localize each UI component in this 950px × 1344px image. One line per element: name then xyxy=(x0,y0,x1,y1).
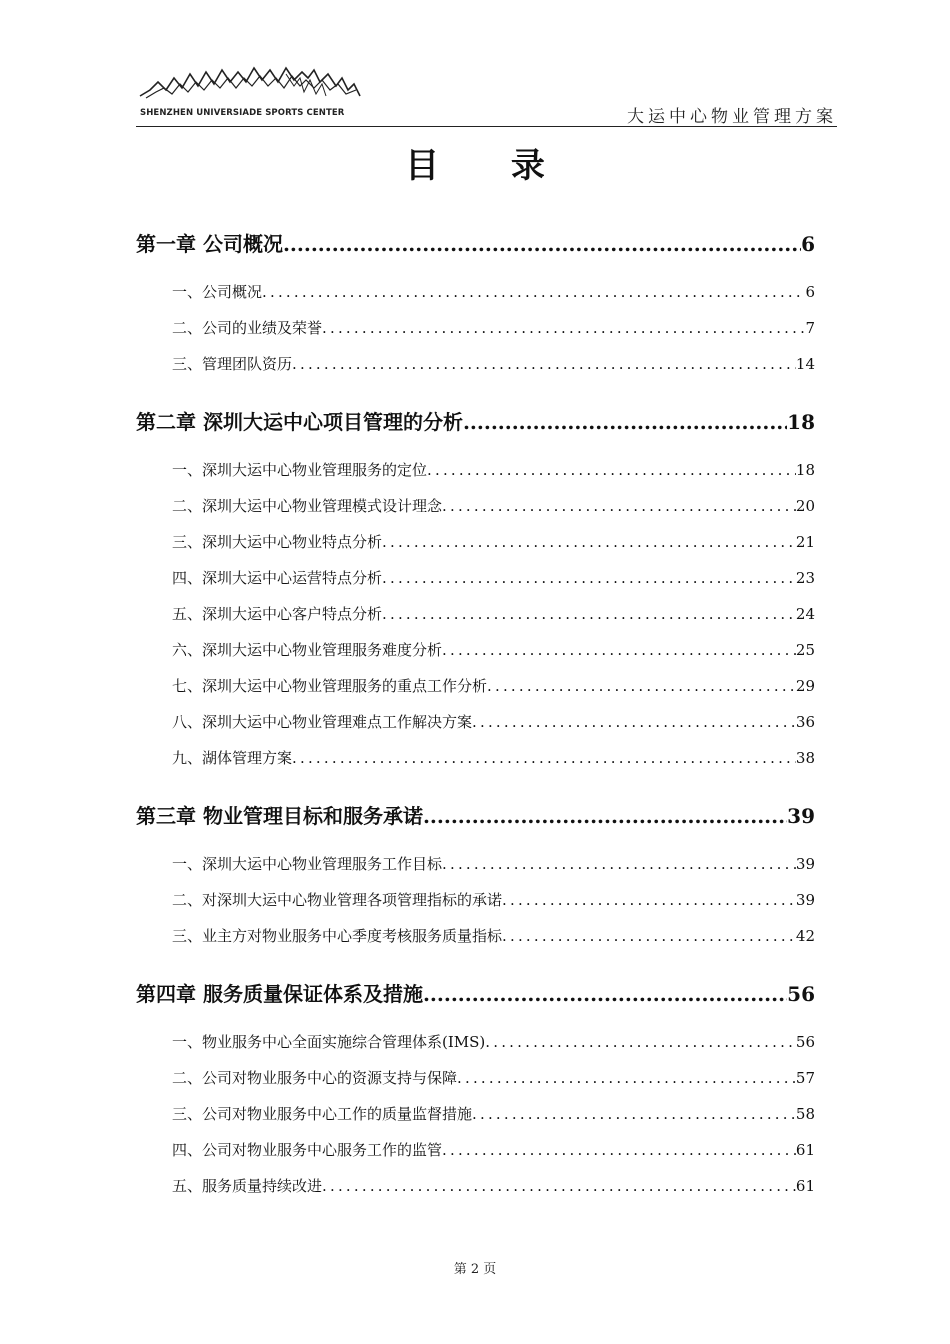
section-page-number: 20 xyxy=(795,497,815,515)
section-label: 二、公司对物业服务中心的资源支持与保障 xyxy=(172,1069,458,1087)
dot-leader xyxy=(502,882,796,918)
section-page-number: 36 xyxy=(795,713,815,731)
dot-leader xyxy=(382,524,796,560)
chapter-label: 第二章 深圳大运中心项目管理的分析 xyxy=(136,410,463,434)
dot-leader xyxy=(442,1132,796,1168)
section-page-number: 6 xyxy=(805,283,815,301)
section-label: 三、深圳大运中心物业特点分析 xyxy=(172,533,383,551)
section-page-number: 14 xyxy=(795,355,815,373)
section-label: 二、对深圳大运中心物业管理各项管理指标的承诺 xyxy=(172,891,503,909)
section-label: 一、深圳大运中心物业管理服务工作目标 xyxy=(172,855,443,873)
section-label: 八、深圳大运中心物业管理难点工作解决方案 xyxy=(172,713,473,731)
dot-leader xyxy=(463,404,787,440)
toc-section-entry[interactable] xyxy=(136,632,815,668)
toc-chapter-entry[interactable] xyxy=(136,976,815,1012)
section-label: 四、公司对物业服务中心服务工作的监管 xyxy=(172,1141,443,1159)
dot-leader xyxy=(442,488,796,524)
toc-section-entry[interactable] xyxy=(136,918,815,954)
section-label: 二、深圳大运中心物业管理模式设计理念 xyxy=(172,497,443,515)
section-page-number: 38 xyxy=(795,749,815,767)
chapter-label: 第一章 公司概况 xyxy=(136,232,283,256)
section-label: 三、公司对物业服务中心工作的质量监督措施 xyxy=(172,1105,473,1123)
dot-leader xyxy=(427,452,796,488)
section-page-number: 39 xyxy=(795,855,815,873)
chapter-label: 第三章 物业管理目标和服务承诺 xyxy=(136,804,423,828)
toc-section-entry[interactable] xyxy=(136,560,815,596)
toc-section-entry[interactable] xyxy=(136,274,815,310)
toc-section-entry[interactable] xyxy=(136,346,815,382)
section-page-number: 21 xyxy=(795,533,815,551)
dot-leader xyxy=(442,632,796,668)
section-label: 四、深圳大运中心运营特点分析 xyxy=(172,569,383,587)
section-page-number: 18 xyxy=(795,461,815,479)
toc-title: 目 录 xyxy=(405,146,575,186)
section-label: 二、公司的业绩及荣誉 xyxy=(172,319,323,337)
table-of-contents xyxy=(136,226,815,1204)
toc-section-entry[interactable] xyxy=(136,524,815,560)
toc-section-entry[interactable] xyxy=(136,846,815,882)
chapter-page-number: 56 xyxy=(787,982,815,1006)
dot-leader xyxy=(472,1096,796,1132)
section-page-number: 39 xyxy=(795,891,815,909)
toc-section-entry[interactable] xyxy=(136,1096,815,1132)
skyline-logo-icon xyxy=(136,60,366,110)
toc-chapter-entry[interactable] xyxy=(136,798,815,834)
section-label: 五、深圳大运中心客户特点分析 xyxy=(172,605,383,623)
toc-chapter-entry[interactable] xyxy=(136,404,815,440)
section-label: 三、业主方对物业服务中心季度考核服务质量指标 xyxy=(172,927,503,945)
section-label: 三、管理团队资历 xyxy=(172,355,293,373)
dot-leader xyxy=(442,846,796,882)
section-page-number: 61 xyxy=(795,1177,815,1195)
toc-section-entry[interactable] xyxy=(136,704,815,740)
dot-leader xyxy=(382,596,796,632)
section-page-number: 24 xyxy=(795,605,815,623)
section-label: 一、物业服务中心全面实施综合管理体系(IMS) xyxy=(172,1033,486,1051)
toc-section-entry[interactable] xyxy=(136,596,815,632)
toc-section-entry[interactable] xyxy=(136,488,815,524)
toc-section-entry[interactable] xyxy=(136,452,815,488)
dot-leader xyxy=(457,1060,796,1096)
dot-leader xyxy=(502,918,796,954)
toc-section-entry[interactable] xyxy=(136,740,815,776)
dot-leader xyxy=(485,1024,796,1060)
chapter-page-number: 6 xyxy=(801,232,815,256)
toc-section-entry[interactable] xyxy=(136,1060,815,1096)
section-label: 九、湖体管理方案 xyxy=(172,749,293,767)
header-divider xyxy=(136,126,837,127)
document-title: 大运中心物业管理方案 xyxy=(627,107,837,127)
dot-leader xyxy=(283,226,801,262)
section-page-number: 25 xyxy=(795,641,815,659)
dot-leader xyxy=(322,310,805,346)
section-page-number: 56 xyxy=(795,1033,815,1051)
page-header xyxy=(136,60,837,128)
dot-leader xyxy=(472,704,796,740)
dot-leader xyxy=(292,740,796,776)
chapter-label: 第四章 服务质量保证体系及措施 xyxy=(136,982,423,1006)
toc-section-entry[interactable] xyxy=(136,1132,815,1168)
section-page-number: 7 xyxy=(805,319,815,337)
toc-section-entry[interactable] xyxy=(136,1024,815,1060)
section-label: 一、公司概况 xyxy=(172,283,263,301)
dot-leader xyxy=(487,668,796,704)
toc-chapter-entry[interactable] xyxy=(136,226,815,262)
section-page-number: 57 xyxy=(795,1069,815,1087)
logo-text: SHENZHEN UNIVERSIADE SPORTS CENTER xyxy=(140,108,345,118)
section-label: 七、深圳大运中心物业管理服务的重点工作分析 xyxy=(172,677,488,695)
dot-leader xyxy=(322,1168,796,1204)
section-label: 五、服务质量持续改进 xyxy=(172,1177,323,1195)
toc-section-entry[interactable] xyxy=(136,310,815,346)
section-page-number: 29 xyxy=(795,677,815,695)
page-number: 第 2 页 xyxy=(453,1262,497,1277)
section-page-number: 23 xyxy=(795,569,815,587)
dot-leader xyxy=(423,798,787,834)
section-label: 六、深圳大运中心物业管理服务难度分析 xyxy=(172,641,443,659)
section-page-number: 58 xyxy=(795,1105,815,1123)
dot-leader xyxy=(262,274,805,310)
section-page-number: 42 xyxy=(795,927,815,945)
toc-section-entry[interactable] xyxy=(136,882,815,918)
chapter-page-number: 39 xyxy=(787,804,815,828)
toc-section-entry[interactable] xyxy=(136,1168,815,1204)
dot-leader xyxy=(423,976,787,1012)
chapter-page-number: 18 xyxy=(787,410,815,434)
dot-leader xyxy=(292,346,796,382)
toc-section-entry[interactable] xyxy=(136,668,815,704)
section-label: 一、深圳大运中心物业管理服务的定位 xyxy=(172,461,428,479)
section-page-number: 61 xyxy=(795,1141,815,1159)
dot-leader xyxy=(382,560,796,596)
universiade-logo xyxy=(136,60,366,122)
